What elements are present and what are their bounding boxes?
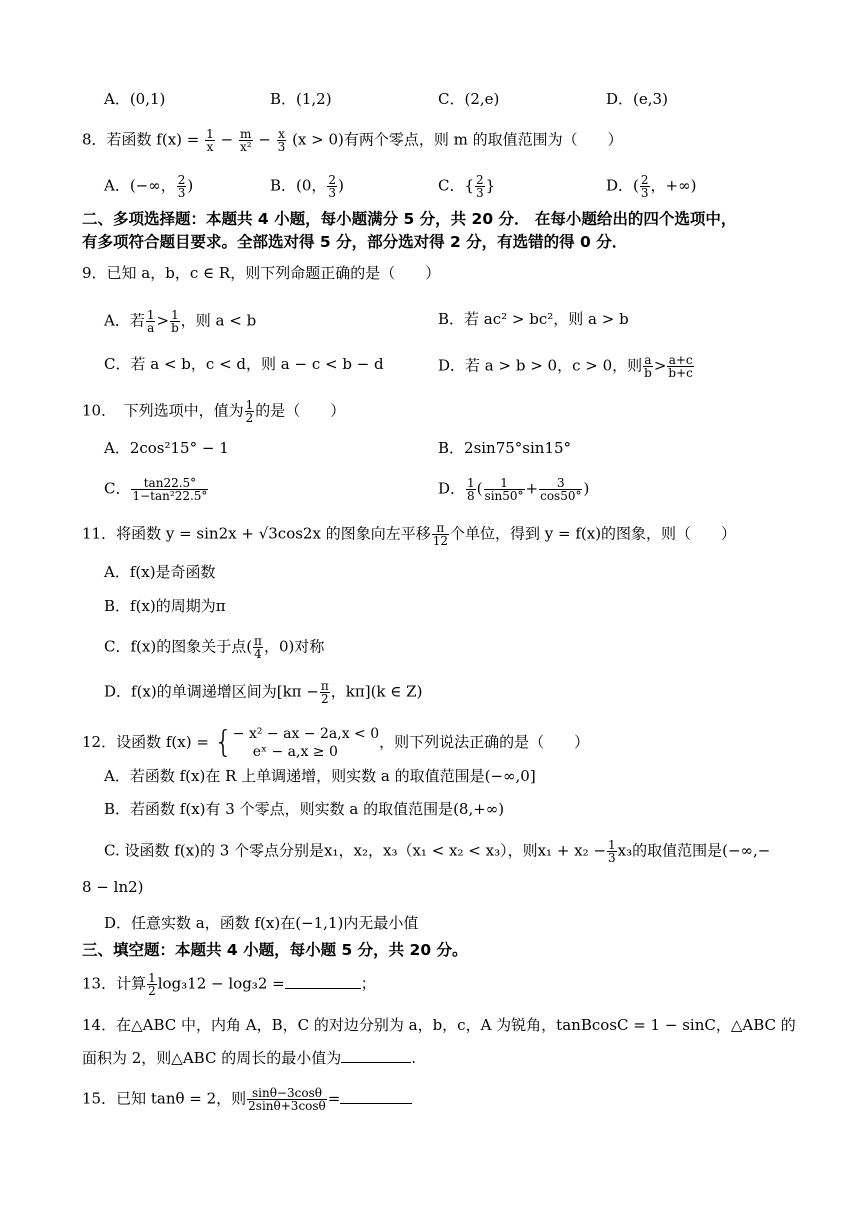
q10-option-b: B．2sin75°sin15°	[438, 439, 572, 457]
q12-option-d: D．任意实数 a，函数 f(x)在(−1,1)内无最小值	[104, 914, 419, 932]
q8-frac-3: $\frac{x}{3}$	[277, 127, 286, 154]
section-3-heading: 三、填空题：本题共 4 小题，每小题 5 分，共 20 分。	[82, 941, 468, 959]
q11-stem: 11．将函数 y = sin2x + √3cos2x 的图象向左平移 $\frac{\pi}{12}$ 个单位，得到 y = f(x)的图象，则（ ）	[82, 521, 737, 548]
q14-line-1: 14．在△ABC 中，内角 A，B，C 的对边分别为 a，b，c，A 为锐角，tanBcosC = 1 − sinC，△ABC 的	[82, 1016, 796, 1034]
q11-option-b: B．f(x)的周期为π	[104, 597, 226, 615]
q8-minus-1: −	[220, 130, 234, 149]
q8-prefix: 8．若函数 f(x) =	[82, 130, 200, 149]
section-2-heading-line-2: 有多项符合题目要求。全部选对得 5 分，部分选对得 2 分，有选错的得 0 分．	[82, 233, 628, 251]
q12-stem: 12．设函数 f(x) = { − x² − ax − 2a,x < 0 eˣ − a,x ≥ 0 ，则下列说法正确的是（ ）	[82, 725, 590, 760]
q9-option-c: C．若 a < b，c < d，则 a − c < b − d	[104, 355, 384, 373]
q11-option-d: D．f(x)的单调递增区间为[kπ − $\frac{\pi}{2}$ ，kπ](k ∈ Z)	[104, 679, 423, 706]
q9-option-a: A．若 $\frac{1}{a}$ > $\frac{1}{b}$ ，则 a < b	[104, 308, 257, 335]
q8-minus-2: −	[258, 130, 271, 149]
q10-option-a: A．2cos²15° − 1	[104, 439, 229, 457]
q11-option-c: C．f(x)的图象关于点( $\frac{\pi}{4}$ ，0)对称	[104, 634, 325, 661]
q10-stem: 10． 下列选项中，值为 $\frac{1}{2}$ 的是（ ）	[82, 398, 346, 425]
q10-option-c: C． $\frac{\tan 22.5^\circ}{\text{1−tan²22.5°}}$	[104, 476, 208, 503]
q14-answer-blank[interactable]	[341, 1047, 411, 1063]
q8-option-a: A．(−∞， $\frac{2}{3}$ )	[104, 173, 194, 200]
q12-option-b: B．若函数 f(x)有 3 个零点，则实数 a 的取值范围是(8,+∞)	[104, 800, 505, 818]
q15-answer-blank[interactable]	[340, 1088, 412, 1104]
q8-frac-2: $\frac{m}{\text{x²}}$	[239, 127, 252, 154]
q8-option-b: B．(0， $\frac{2}{3}$ )	[270, 173, 344, 200]
q8-suffix: (x > 0)有两个零点，则 m 的取值范围为（ ）	[292, 130, 623, 149]
q15-stem: 15．已知 tanθ = 2，则 $\frac{\sin\theta-3\cos\theta}{2\sin\theta+3\cos\theta}$ =	[82, 1087, 412, 1112]
q12-option-c: C. 设函数 f(x)的 3 个零点分别是x₁，x₂，x₃（x₁ < x₂ < x₃），则x₁ + x₂ − $\frac{1}{3}$ x₃的取值范围是(−∞,−	[104, 838, 771, 865]
q9-stem: 9．已知 a，b，c ∈ R，则下列命题正确的是（ ）	[82, 264, 441, 282]
q13-stem: 13．计算 $\frac{1}{2}$ log₃12 − log₃2 = ；	[82, 971, 376, 998]
q12-cases: − x² − ax − 2a,x < 0 eˣ − a,x ≥ 0	[232, 726, 380, 760]
q14-line-2: 面积为 2，则△ABC 的周长的最小值为 .	[82, 1049, 417, 1067]
q7-option-b: B．(1,2)	[270, 90, 332, 108]
q12-option-a: A．若函数 f(x)在 R 上单调递增，则实数 a 的取值范围是(−∞,0]	[104, 767, 536, 785]
q8-option-c: C．{ $\frac{2}{3}$ }	[438, 173, 496, 200]
q8-frac-1: $\frac{1}{x}$	[206, 127, 214, 154]
q8-option-d: D．( $\frac{2}{3}$ ，+∞)	[606, 173, 697, 200]
q7-option-d: D．(e,3)	[606, 90, 668, 108]
q11-option-a: A．f(x)是奇函数	[104, 563, 216, 581]
q10-option-d: D． $\frac{1}{8}$ ( $\frac{1}{\sin 50^\circ}$ + $\frac{3}{\cos 50^\circ}$ )	[438, 476, 590, 503]
q8-stem	[82, 128, 623, 153]
q9-option-b: B．若 ac² > bc²，则 a > b	[438, 310, 629, 328]
q7-option-c: C．(2,e)	[438, 90, 500, 108]
section-2-heading-line-1: 二、多项选择题：本题共 4 小题，每小题满分 5 分，共 20 分． 在每小题给出的四个选项中，	[82, 210, 737, 228]
q7-option-a: A．(0,1)	[104, 90, 166, 108]
q9-option-d: D．若 a > b > 0，c > 0，则 $\frac{a}{b}$ > $\frac{a+c}{b+c}$	[438, 353, 693, 380]
q12-brace: {	[213, 725, 233, 760]
q13-answer-blank[interactable]	[285, 973, 361, 989]
q12-option-c-continued: 8 − ln2)	[82, 878, 144, 896]
